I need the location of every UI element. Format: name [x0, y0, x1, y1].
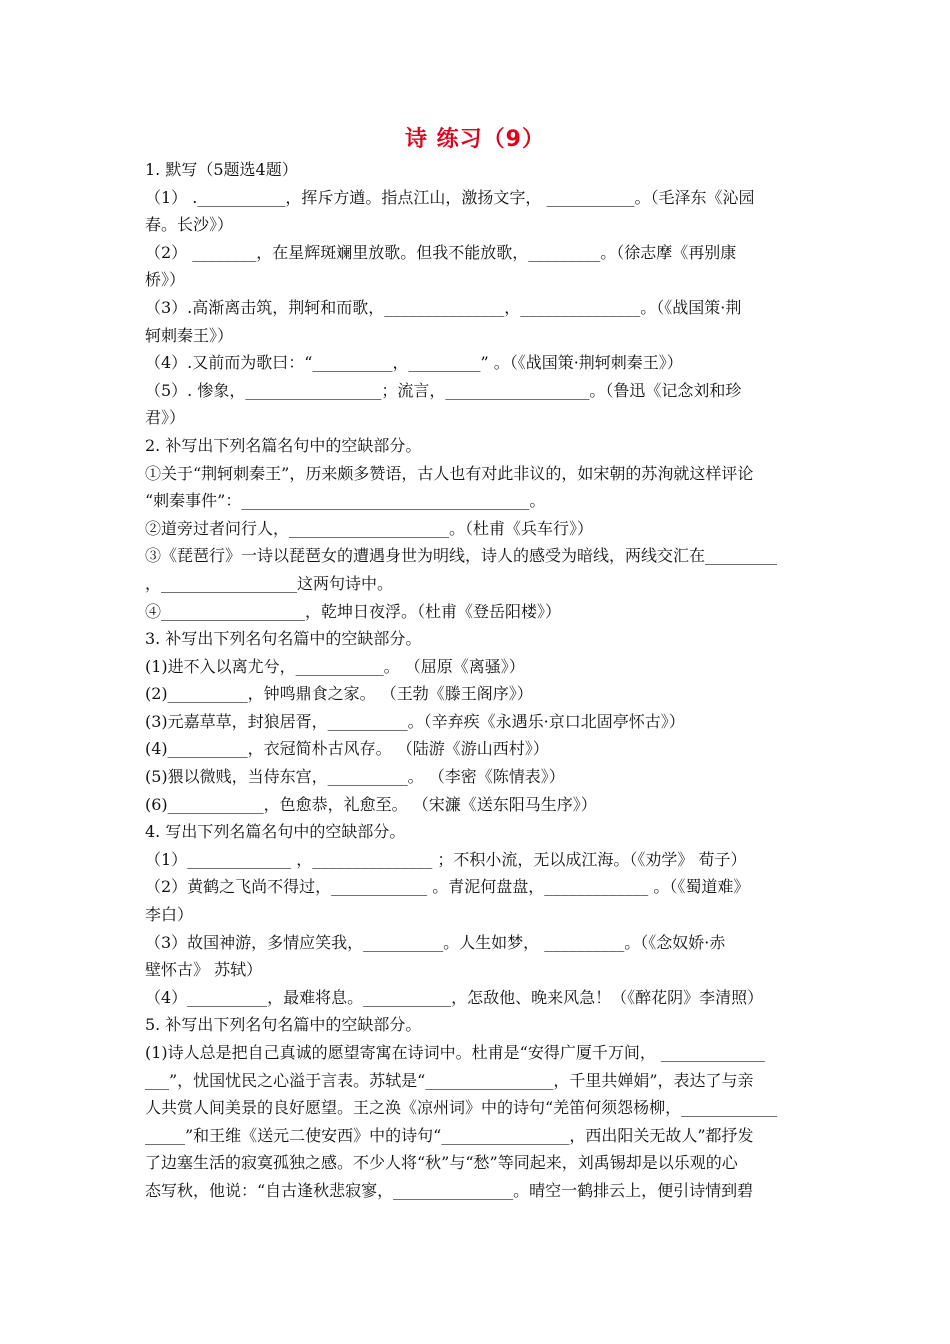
text-line: 3. 补写出下列名句名篇中的空缺部分。 [145, 629, 422, 649]
text-line: ①关于“荆轲刺秦王”，历来颇多赞语，古人也有对此非议的，如宋朝的苏洵就这样评论 [145, 463, 754, 483]
text-line: （1）_____________ ，_______________ ；不积小流，无以成江海。（《劝学》 荀子） [145, 849, 747, 869]
text-line: 人共赏人间美景的良好愿望。王之涣《凉州词》中的诗句“羌笛何须怨杨柳，____________ [145, 1098, 778, 1118]
text-line: （4）__________，最难将息。___________，怎敌他、晚来风急！（《醉花阴》李清照） [145, 987, 764, 1007]
text-line: （3）.高渐离击筑，荆轲和而歌，_______________，_______________。（《战国策·荆 [145, 297, 742, 317]
text-line: 态写秋，他说：“自古逢秋悲寂寥，_______________。晴空一鹤排云上，便引诗情到碧 [145, 1180, 754, 1200]
text-line: (2)__________，钟鸣鼎食之家。 （王勃《滕王阁序》） [145, 684, 533, 704]
text-line: ②道旁过者问行人，____________________。（杜甫《兵车行》） [145, 518, 594, 538]
text-line: (3)元嘉草草，封狼居胥，__________。（辛弃疾《永遇乐·京口北固亭怀古》） [145, 711, 685, 731]
text-line: (1)进不入以离尤兮，___________。 （屈原《离骚》） [145, 656, 525, 676]
text-line: 轲刺秦王》） [145, 325, 234, 345]
text-line: （4）.又前而为歌曰：“__________，_________” 。（《战国策·荆轲刺秦王》） [145, 353, 683, 373]
text-line: 4. 写出下列名篇名句中的空缺部分。 [145, 822, 406, 842]
text-line: 春。长沙》） [145, 215, 234, 235]
text-line: (4)__________，衣冠简朴古风存。 （陆游《游山西村》） [145, 739, 549, 759]
text-line: 壁怀古》 苏轼） [145, 960, 263, 980]
text-line: ④__________________，乾坤日夜浮。（杜甫《登岳阳楼》） [145, 601, 562, 621]
text-line: 5. 补写出下列名句名篇中的空缺部分。 [145, 1015, 422, 1035]
text-line: (6)____________，色愈恭，礼愈至。 （宋濂《送东阳马生序》） [145, 794, 597, 814]
text-line: （2）黄鹤之飞尚不得过，____________ 。青泥何盘盘，_____________ 。（《蜀道难》 [145, 877, 750, 897]
text-line: ___”，忧国忧民之心溢于言表。苏轼是“________________，千里共婵娟”，表达了与亲 [145, 1070, 754, 1090]
text-line: 李白） [145, 905, 194, 925]
text-line: ③《琵琶行》一诗以琵琶女的遭遇身世为明线，诗人的感受为暗线，两线交汇在_________ [145, 546, 778, 566]
text-line: （3）故国神游，多情应笑我，__________。人生如梦， __________。（《念奴娇·赤 [145, 932, 726, 952]
page-title: 诗 练习（9） [405, 127, 545, 152]
text-line: （5）. 惨象，_________________；流言，__________________。（鲁迅《记念刘和珍 [145, 380, 742, 400]
text-line: (1)诗人总是把自己真诚的愿望寄寓在诗词中。杜甫是“安得广厦千万间， _____________ [145, 1043, 765, 1062]
text-line: ，_________________这两句诗中。 [145, 573, 394, 593]
text-line: “刺秦事件”：____________________________________。 [145, 491, 546, 511]
text-line: （1） .___________，挥斥方遒。指点江山，激扬文字， ___________。（毛泽东《沁园 [145, 187, 755, 207]
text-line: (5)猥以微贱，当侍东宫，__________。 （李密《陈情表》） [145, 767, 565, 787]
text-line: 2. 补写出下列名篇名句中的空缺部分。 [145, 435, 422, 455]
text-line: （2） ________，在星辉斑斓里放歌。但我不能放歌，_________。（徐志摩《再别康 [145, 242, 737, 262]
exercise-body [145, 156, 810, 1205]
text-line: _____”和王维《送元二使安西》中的诗句“________________，西出阳关无故人”都抒发 [145, 1125, 754, 1145]
text-line: 君》） [145, 408, 186, 428]
text-line: 1. 默写（5题选4题） [145, 160, 298, 179]
text-line: 了边塞生活的寂寞孤独之感。不少人将“秋”与“愁”等同起来，刘禹锡却是以乐观的心 [145, 1153, 738, 1173]
text-line: 桥》） [145, 270, 186, 290]
